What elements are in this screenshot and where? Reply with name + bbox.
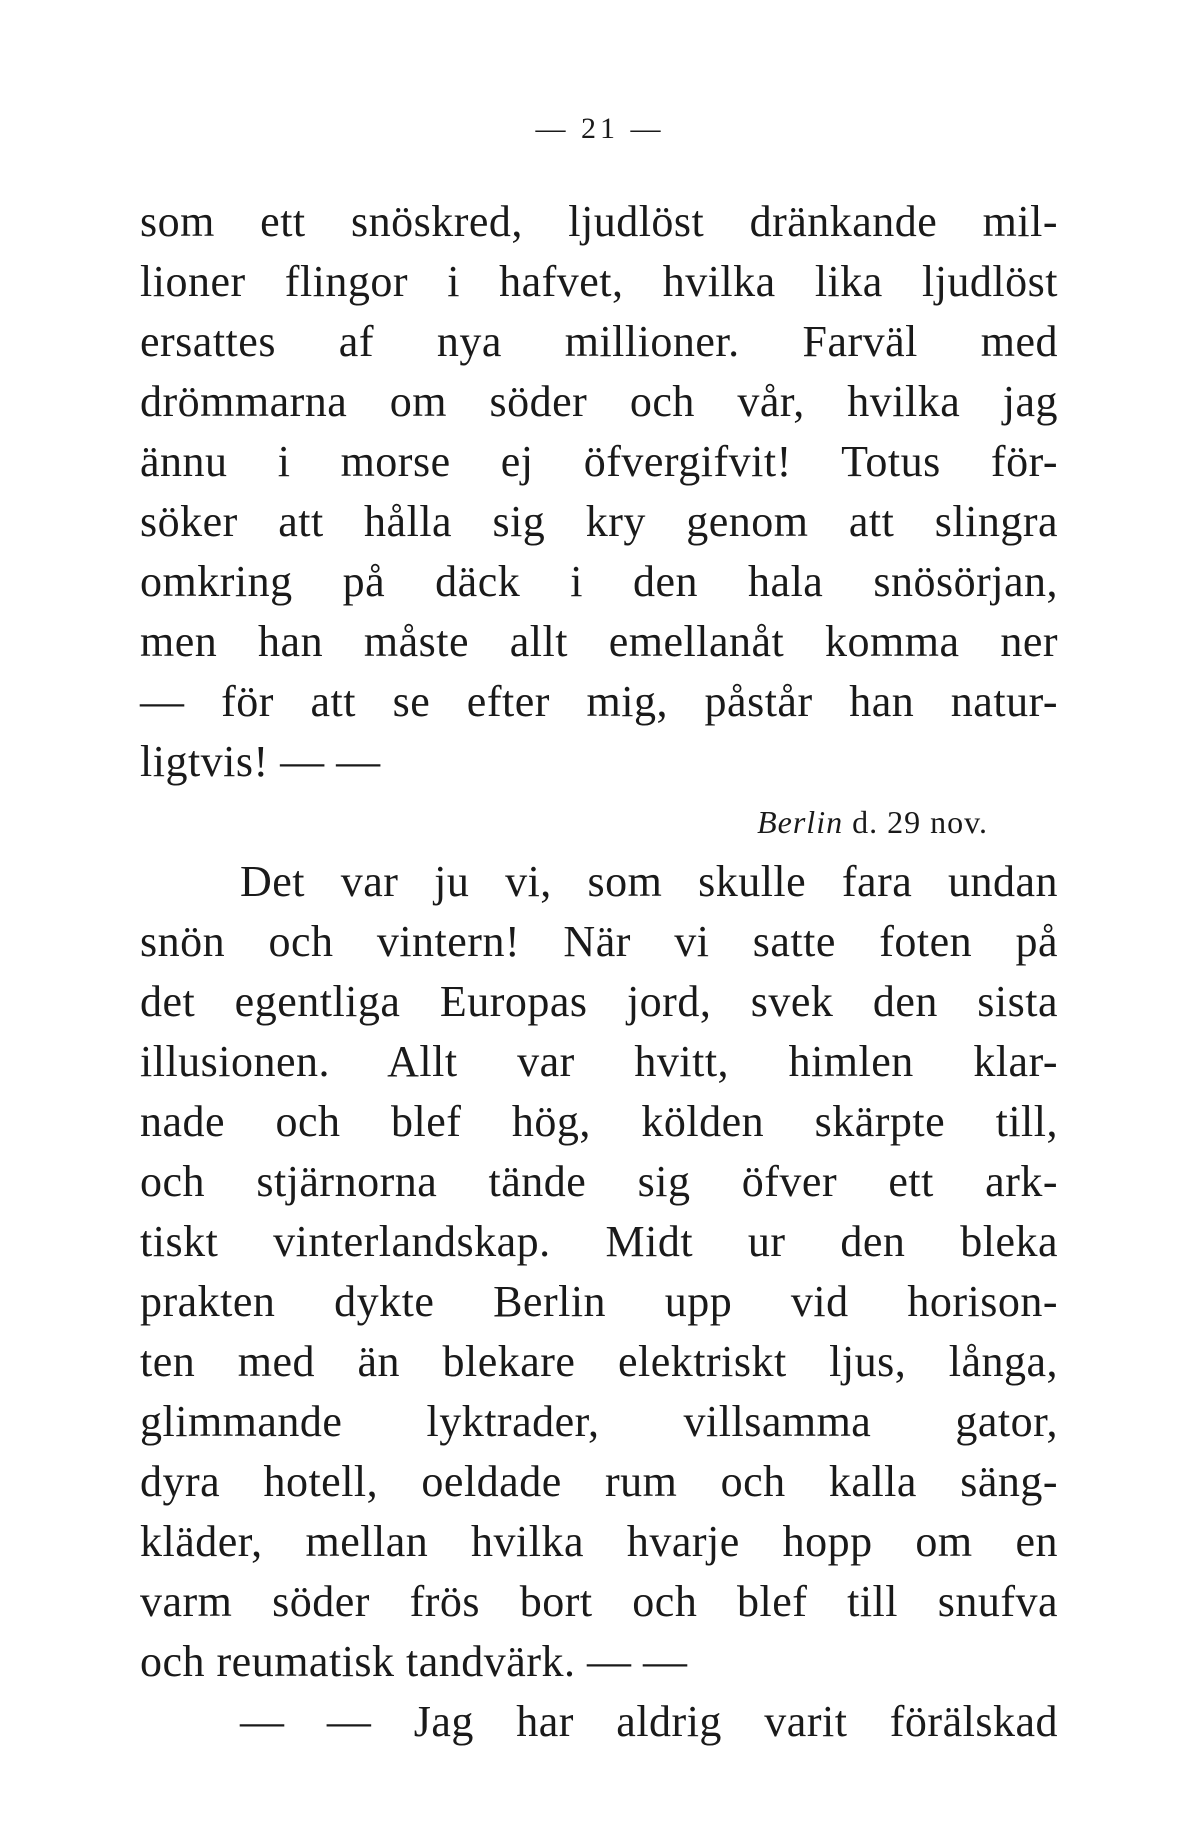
paragraph [140,852,1058,1692]
text-line: drömmarna om söder och vår, hvilka jag [140,377,1058,426]
text-line: — — Jag har aldrig varit förälskad [240,1697,1058,1746]
text-line: illusionen. Allt var hvitt, himlen klar- [140,1037,1058,1086]
text-line: prakten dykte Berlin upp vid horison- [140,1277,1058,1326]
text-line: som ett snöskred, ljudlöst dränkande mil- [140,197,1058,246]
dateline-city: Berlin [757,804,844,840]
text-line: lioner flingor i hafvet, hvilka lika ljudlöst [140,257,1058,306]
text-line: — för att se efter mig, påstår han natur- [140,677,1058,726]
text-line: det egentliga Europas jord, svek den sista [140,977,1058,1026]
text-line: tiskt vinterlandskap. Midt ur den bleka [140,1217,1058,1266]
text-line: nade och blef hög, kölden skärpte till, [140,1097,1058,1146]
text-line: dyra hotell, oeldade rum och kalla säng- [140,1457,1058,1506]
text-line: men han måste allt emellanåt komma ner [140,617,1058,666]
dateline [140,792,1058,852]
text-line: kläder, mellan hvilka hvarje hopp om en [140,1517,1058,1566]
paragraph [140,192,1058,792]
text-line: söker att hålla sig kry genom att slingra [140,497,1058,546]
text-line: och stjärnorna tände sig öfver ett ark- [140,1157,1058,1206]
text-line: varm söder frös bort och blef till snufva [140,1577,1058,1626]
text-line: omkring på däck i den hala snösörjan, [140,557,1058,606]
text-line: snön och vintern! När vi satte foten på [140,917,1058,966]
text-line: och reumatisk tandvärk. — — [140,1637,688,1686]
text-line: ersattes af nya millioner. Farväl med [140,317,1058,366]
dateline-date: d. 29 nov. [852,804,988,840]
text-line: glimmande lyktrader, villsamma gator, [140,1397,1058,1446]
page-text [140,192,1058,1752]
paragraph [140,1692,1058,1752]
text-line: ligtvis! — — [140,737,381,786]
text-line: ännu i morse ej öfvergifvit! Totus för- [140,437,1058,486]
text-line: ten med än blekare elektriskt ljus, långa, [140,1337,1058,1386]
page-number: — 21 — [535,112,665,145]
text-line: Det var ju vi, som skulle fara undan [240,857,1058,906]
